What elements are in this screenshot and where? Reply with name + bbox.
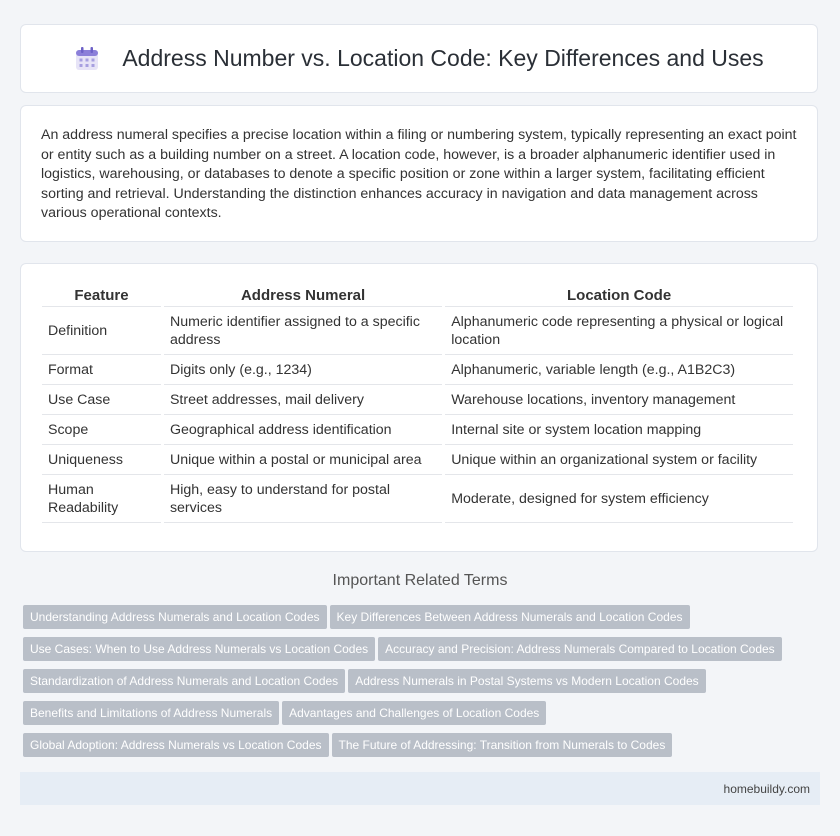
related-term-tag[interactable]: Address Numerals in Postal Systems vs Modern Location Codes <box>348 669 705 693</box>
table-row <box>42 415 793 445</box>
intro-text: An address numeral specifies a precise location within a filing or numbering system, typically representing an exact point or entity such as a building number on a street. A location code, however, is a broader alphanumeric identifier used in logistics, warehousing, or databases to denote a specific position or zone within a larger system, facilitating efficient sorting and retrieval. Understanding the distinction enhances accuracy in navigation and data management across various operational contexts. <box>41 127 797 222</box>
column-header: Location Code <box>445 284 793 307</box>
table-cell: Scope <box>42 415 161 445</box>
table-row <box>42 355 793 385</box>
table-cell: Use Case <box>42 385 161 415</box>
table-cell: Definition <box>42 307 161 355</box>
table-cell: High, easy to understand for postal services <box>164 475 442 523</box>
table-cell: Alphanumeric, variable length (e.g., A1B2C3) <box>445 355 793 385</box>
column-header: Address Numeral <box>164 284 442 307</box>
table-header-row <box>42 284 793 307</box>
table-cell: Street addresses, mail delivery <box>164 385 442 415</box>
table-cell: Human Readability <box>42 475 161 523</box>
related-term-tag[interactable]: Key Differences Between Address Numerals and Location Codes <box>330 605 690 629</box>
related-term-tag[interactable]: Benefits and Limitations of Address Numerals <box>23 701 279 725</box>
table-cell: Unique within a postal or municipal area <box>164 445 442 475</box>
intro-card <box>20 105 818 242</box>
column-header: Feature <box>42 284 161 307</box>
related-terms-title: Important Related Terms <box>332 572 508 589</box>
table-cell: Uniqueness <box>42 445 161 475</box>
table-cell: Moderate, designed for system efficiency <box>445 475 793 523</box>
table-cell: Format <box>42 355 161 385</box>
table-cell: Warehouse locations, inventory management <box>445 385 793 415</box>
table-cell: Alphanumeric code representing a physical or logical location <box>445 307 793 355</box>
table-cell: Geographical address identification <box>164 415 442 445</box>
related-term-tag[interactable]: Advantages and Challenges of Location Codes <box>282 701 546 725</box>
table-row <box>42 307 793 355</box>
table-row <box>42 385 793 415</box>
table-row <box>42 475 793 523</box>
header-card <box>20 24 818 93</box>
footer <box>20 772 820 805</box>
table-cell: Numeric identifier assigned to a specific address <box>164 307 442 355</box>
comparison-table-card <box>20 263 818 552</box>
table-cell: Internal site or system location mapping <box>445 415 793 445</box>
related-term-tag[interactable]: Standardization of Address Numerals and Location Codes <box>23 669 345 693</box>
related-term-tag[interactable]: The Future of Addressing: Transition from Numerals to Codes <box>332 733 673 757</box>
related-terms-list <box>23 605 803 765</box>
page-title: Address Number vs. Location Code: Key Differences and Uses <box>122 45 764 71</box>
related-term-tag[interactable]: Accuracy and Precision: Address Numerals Compared to Location Codes <box>378 637 782 661</box>
comparison-table <box>39 284 796 523</box>
related-term-tag[interactable]: Understanding Address Numerals and Location Codes <box>23 605 327 629</box>
related-term-tag[interactable]: Use Cases: When to Use Address Numerals vs Location Codes <box>23 637 375 661</box>
table-cell: Unique within an organizational system or facility <box>445 445 793 475</box>
calendar-icon <box>74 46 100 72</box>
table-cell: Digits only (e.g., 1234) <box>164 355 442 385</box>
table-row <box>42 445 793 475</box>
footer-site: homebuildy.com <box>723 782 810 796</box>
related-term-tag[interactable]: Global Adoption: Address Numerals vs Location Codes <box>23 733 329 757</box>
